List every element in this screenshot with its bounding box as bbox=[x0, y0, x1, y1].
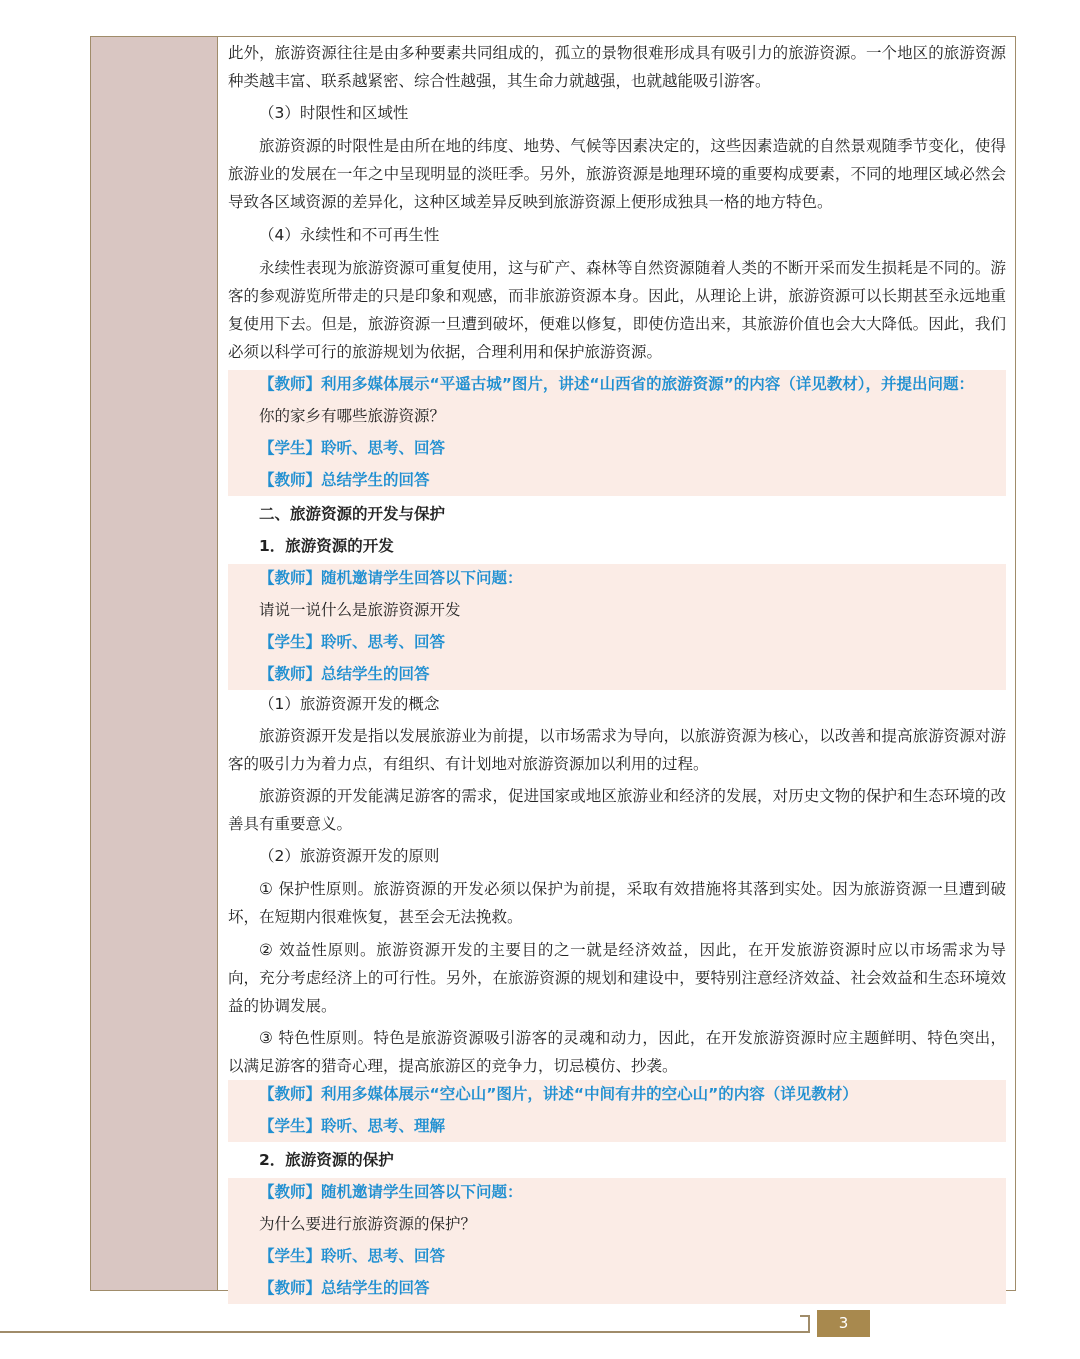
principle-benefit: ② 效益性原则。旅游资源开发的主要目的之一就是经济效益，因此，在开发旅游资源时应以市场需求为导向，充分考虑经济上的可行性。另外，在旅游资源的规划和建设中，要特别注意经济效益、社会效益和生态环境效益的协调发展。 bbox=[228, 941, 1006, 1015]
student-response: 【学生】聆听、思考、回答 bbox=[259, 1247, 446, 1265]
activity-box-4 bbox=[228, 1178, 1006, 1304]
heading-4-sustainability: （4）永续性和不可再生性 bbox=[259, 226, 440, 244]
paragraph-timeliness: 旅游资源的时限性是由所在地的纬度、地势、气候等因素决定的，这些因素造就的自然景观随季节变化，使得旅游业的发展在一年之中呈现明显的淡旺季。另外，旅游资源是地理环境的重要构成要素，不同的地理区域必然会导致各区域资源的差异化，这种区域差异反映到旅游资源上便形成独具一格的地方特色。 bbox=[228, 137, 1006, 211]
teacher-prompt: 【教师】利用多媒体展示“平遥古城”图片，讲述“山西省的旅游资源”的内容（详见教材），并提出问题： bbox=[259, 375, 975, 393]
student-response: 【学生】聆听、思考、理解 bbox=[259, 1117, 446, 1135]
question-text: 你的家乡有哪些旅游资源？ bbox=[259, 407, 446, 425]
subsection-protection: 2．旅游资源的保护 bbox=[259, 1151, 394, 1169]
lesson-content bbox=[228, 37, 1006, 1304]
teacher-summary: 【教师】总结学生的回答 bbox=[259, 1279, 430, 1297]
teacher-summary: 【教师】总结学生的回答 bbox=[259, 471, 430, 489]
paragraph-concept: 旅游资源开发是指以发展旅游业为前提，以市场需求为导向，以旅游资源为核心，以改善和提高旅游资源对游客的吸引力为着力点，有组织、有计划地对旅游资源加以利用的过程。 bbox=[228, 727, 1006, 773]
heading-3-timeliness: （3）时限性和区域性 bbox=[259, 104, 409, 122]
student-response: 【学生】聆听、思考、回答 bbox=[259, 633, 446, 651]
paragraph-sustainability: 永续性表现为旅游资源可重复使用，这与矿产、森林等自然资源随着人类的不断开采而发生损耗是不同的。游客的参观游览所带走的只是印象和观感，而非旅游资源本身。因此，从理论上讲，旅游资源可以长期甚至永远地重复使用下去。但是，旅游资源一旦遭到破坏，便难以修复，即使仿造出来，其旅游价值也会大大降低。因此，我们必须以科学可行的旅游规划为依据，合理利用和保护旅游资源。 bbox=[228, 259, 1006, 361]
principle-feature: ③ 特色性原则。特色是旅游资源吸引游客的灵魂和动力，因此，在开发旅游资源时应主题鲜明、特色突出，以满足游客的猎奇心理，提高旅游区的竞争力，切忌模仿、抄袭。 bbox=[228, 1029, 1006, 1075]
paragraph-integrity: 此外，旅游资源往往是由多种要素共同组成的，孤立的景物很难形成具有吸引力的旅游资源。一个地区的旅游资源种类越丰富、联系越紧密、综合性越强，其生命力就越强，也就越能吸引游客。 bbox=[228, 44, 1006, 90]
section-heading-2: 二、旅游资源的开发与保护 bbox=[259, 505, 446, 523]
question-text: 为什么要进行旅游资源的保护？ bbox=[259, 1215, 477, 1233]
teacher-summary: 【教师】总结学生的回答 bbox=[259, 665, 430, 683]
principles-heading: （2）旅游资源开发的原则 bbox=[259, 847, 440, 865]
teacher-prompt: 【教师】利用多媒体展示“空心山”图片，讲述“中间有井的空心山”的内容（详见教材） bbox=[259, 1085, 858, 1103]
activity-box-3 bbox=[228, 1080, 1006, 1142]
footer-ornament bbox=[800, 1315, 810, 1333]
teacher-prompt: 【教师】随机邀请学生回答以下问题： bbox=[259, 569, 523, 587]
left-column bbox=[91, 37, 218, 1290]
footer-rule bbox=[0, 1331, 810, 1333]
paragraph-significance: 旅游资源的开发能满足游客的需求，促进国家或地区旅游业和经济的发展，对历史文物的保护和生态环境的改善具有重要意义。 bbox=[228, 787, 1006, 833]
page-number: 3 bbox=[817, 1310, 870, 1337]
activity-box-2 bbox=[228, 564, 1006, 690]
subsection-development: 1．旅游资源的开发 bbox=[259, 537, 394, 555]
content-column bbox=[218, 37, 1015, 1297]
principle-protection: ① 保护性原则。旅游资源的开发必须以保护为前提，采取有效措施将其落到实处。因为旅游资源一旦遭到破坏，在短期内很难恢复，甚至会无法挽救。 bbox=[228, 880, 1006, 926]
question-text: 请说一说什么是旅游资源开发 bbox=[259, 601, 461, 619]
student-response: 【学生】聆听、思考、回答 bbox=[259, 439, 446, 457]
teacher-prompt: 【教师】随机邀请学生回答以下问题： bbox=[259, 1183, 523, 1201]
concept-heading: （1）旅游资源开发的概念 bbox=[259, 695, 440, 713]
activity-box-1 bbox=[228, 370, 1006, 496]
lesson-table bbox=[90, 36, 1016, 1297]
